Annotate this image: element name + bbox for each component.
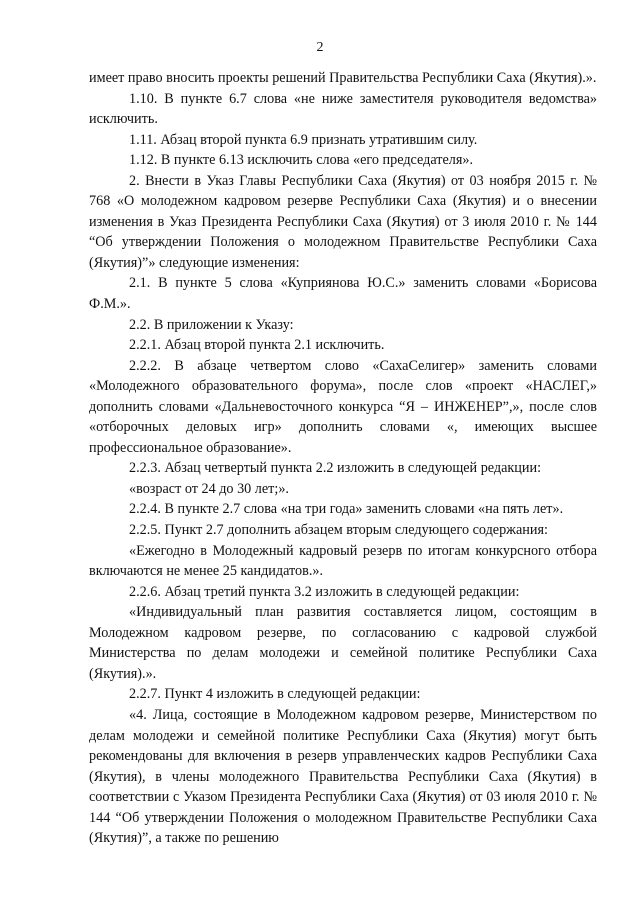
paragraph: 2.2.5. Пункт 2.7 дополнить абзацем вторым следующего содержания: <box>129 522 548 539</box>
paragraph: имеет право вносить проекты решений Правительства Республики Саха (Якутия).». <box>89 70 597 86</box>
paragraph: 2.2.2. В абзаце четвертом слово «СахаСелигер» заменить словами «Молодежного образовательного форума», после слов «проект «НАСЛЕГ,» дополнить словами «Дальневосточного конкурса “Я – ИНЖЕНЕР”,», после слов «отборочных деловых игр» дополнить словами «, имеющих высшее профессиональное образование». <box>89 357 597 456</box>
paragraph: «4. Лица, состоящие в Молодежном кадровом резерве, Министерством по делам молодежи и семейной политике Республики Саха (Якутия) могут быть рекомендованы для включения в резерв управленческих кадров Республики Саха (Якутия), в члены молодежного Правительства Республики Саха (Якутия) в соответствии с Указом Президента Республики Саха (Якутия) от 03 июля 2010 г. № 144 “Об утверждении Положения о молодежном Правительстве Республики Саха (Якутия)”, а также по решению <box>89 706 597 847</box>
paragraph: 2.2. В приложении к Указу: <box>129 316 294 333</box>
paragraph: 2. Внести в Указ Главы Республики Саха (Якутия) от 03 ноября 2015 г. № 768 «О молодежном кадровом резерве Республики Саха (Якутия) и о внесении изменения в Указ Президента Республики Саха (Якутия) от 3 июля 2010 г. № 144 “Об утверждении Положения о молодежном Правительстве Республики Саха (Якутия)”» следующие изменения: <box>89 172 597 271</box>
paragraph: 2.2.7. Пункт 4 изложить в следующей редакции: <box>129 686 421 703</box>
paragraph: «Индивидуальный план развития составляется лицом, состоящим в Молодежном кадровом резерве, по согласованию с кадровой службой Министерства по делам молодежи и семейной политике Республики Саха (Якутия).». <box>89 604 597 682</box>
paragraph: 2.2.6. Абзац третий пункта 3.2 изложить в следующей редакции: <box>129 583 520 600</box>
paragraph: «возраст от 24 до 30 лет;». <box>129 480 289 497</box>
paragraph: 1.12. В пункте 6.13 исключить слова «его председателя». <box>129 152 474 169</box>
paragraph: 2.2.3. Абзац четвертый пункта 2.2 изложить в следующей редакции: <box>129 460 542 477</box>
paragraph: «Ежегодно в Молодежный кадровый резерв по итогам конкурсного отбора включаются не менее 25 кандидатов.». <box>89 542 597 580</box>
paragraph: 2.2.4. В пункте 2.7 слова «на три года» заменить словами «на пять лет». <box>129 501 564 518</box>
paragraph: 1.10. В пункте 6.7 слова «не ниже заместителя руководителя ведомства» исключить. <box>89 90 597 128</box>
page-number: 2 <box>316 40 324 55</box>
paragraph: 1.11. Абзац второй пункта 6.9 признать утратившим силу. <box>129 131 478 148</box>
paragraph: 2.2.1. Абзац второй пункта 2.1 исключить. <box>129 337 385 354</box>
paragraph: 2.1. В пункте 5 слова «Куприянова Ю.С.» заменить словами «Борисова Ф.М.». <box>89 275 597 313</box>
document-body <box>89 68 597 849</box>
